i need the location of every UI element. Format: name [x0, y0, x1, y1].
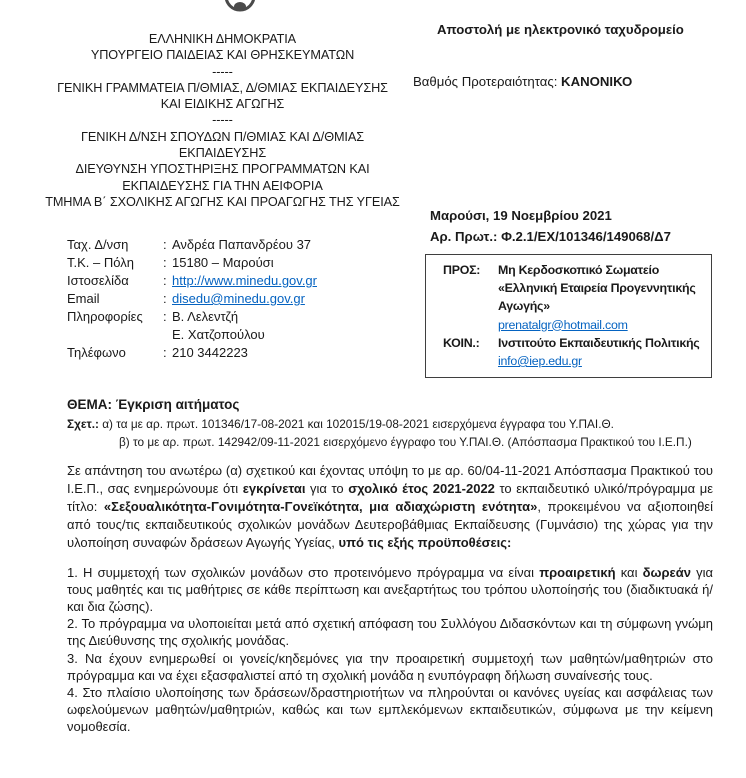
text-line: ----- [212, 113, 233, 128]
text-segment: και [615, 564, 643, 580]
reference-a-text: α) τα με αρ. πρωτ. 101346/17-08-2021 και 102015/19-08-2021 εισερχόμενα έγγραφα του Υ.ΠΑΙ.Θ. [98, 417, 614, 431]
references-block [67, 415, 713, 452]
text-line: Μη Κερδοσκοπικό Σωματείο [498, 263, 660, 277]
condition-item [67, 564, 713, 616]
text-segment: Το πρόγραμμα να υλοποιείται μετά από σχετική απόφαση του Συλλόγου Διδασκόντων και τη σύμφωνη γνώμη της Διεύθυνσης της σχολικής μονάδας. [67, 616, 713, 649]
bold-text-segment: «Σεξουαλικότητα-Γονιμότητα-Γονεϊκότητα, μια αδιαχώριστη ενότητα» [103, 499, 538, 514]
contact-value: Ε. Χατζοπούλου [172, 327, 265, 342]
text-segment: το εκπαιδευτικό υλικό/πρόγραμμα με τίτλο: [67, 480, 713, 514]
reference-a [67, 415, 713, 433]
koin-email-link[interactable]: info@iep.edu.gr [498, 354, 582, 369]
approval-paragraph [67, 462, 713, 553]
contact-row-email [67, 290, 317, 308]
contact-details-block [67, 236, 317, 362]
contact-value: 210 3442223 [172, 345, 248, 360]
contact-value: Β. Λελεντζή [172, 309, 239, 324]
contact-separator: : [163, 237, 167, 252]
condition-number: 4. [67, 685, 83, 701]
text-line: ΔΙΕΥΘΥΝΣΗ ΥΠΟΣΤΗΡΙΞΗΣ ΠΡΟΓΡΑΜΜΑΤΩΝ ΚΑΙ [75, 162, 370, 177]
bold-text-segment: σχολικό έτος 2021-2022 [348, 480, 495, 496]
contact-row-information-2 [67, 326, 317, 344]
pros-email-link[interactable]: prenatalgr@hotmail.com [498, 317, 628, 332]
contact-separator: : [163, 345, 167, 360]
text-line: ΕΛΛΗΝΙΚΗ ΔΗΜΟΚΡΑΤΙΑ [148, 32, 297, 46]
contact-label: Τ.Κ. – Πόλη [67, 255, 134, 270]
koin-recipient: Ινστιτούτο Εκπαιδευτικής Πολιτικής [498, 335, 700, 350]
contact-label: Ταχ. Δ/νση [67, 237, 129, 252]
dispatch-method-note: Αποστολή με ηλεκτρονικό ταχυδρομείο [437, 22, 684, 37]
text-line: ΚΑΙ ΕΙΔΙΚΗΣ ΑΓΩΓΗΣ [160, 97, 285, 112]
priority-value: ΚΑΝΟΝΙΚΟ [561, 74, 633, 89]
pros-entry [443, 261, 705, 334]
website-link[interactable]: http://www.minedu.gov.gr [172, 273, 317, 288]
conditions-list [67, 564, 713, 736]
contact-label: Ιστοσελίδα [67, 273, 129, 288]
text-line: ΤΜΗΜΑ Β΄ ΣΧΟΛΙΚΗΣ ΑΓΩΓΗΣ ΚΑΙ ΠΡΟΑΓΩΓΗΣ ΤΗΣ ΥΓΕΙΑΣ [45, 194, 400, 209]
text-line: Αγωγής» [498, 299, 550, 314]
protocol-number: Αρ. Πρωτ.: Φ.2.1/ΕΧ/101346/149068/Δ7 [430, 229, 671, 244]
text-segment: Να έχουν ενημερωθεί οι γονείς/κηδεμόνες για την προαιρετική συμμετοχή των μαθητών/μαθητριών στο πρόγραμμα και να έχει εξασφαλιστεί από τη σχολική μονάδα η ενυπόγραφη δήλωση συναίνεσής τους. [67, 650, 713, 683]
text-line: «Ελληνική Εταιρεία Προγεννητικής [498, 281, 696, 296]
recipients-box [425, 254, 712, 378]
references-label: Σχετ.: [67, 417, 99, 431]
contact-separator: : [163, 291, 167, 306]
text-line: ΥΠΟΥΡΓΕΙΟ ΠΑΙΔΕΙΑΣ ΚΑΙ ΘΡΗΣΚΕΥΜΑΤΩΝ [90, 48, 355, 63]
priority-label: Βαθμός Προτεραιότητας: [413, 74, 562, 89]
condition-number: 1. [67, 564, 84, 580]
condition-number: 2. [67, 616, 82, 632]
koin-entry [443, 334, 705, 370]
text-segment: για τους μαθητές και τις μαθήτριες σε κάθε περίπτωση και ανεξαρτήτως του τρόπου υλοποίησής του (διαδικτυακά ή/και δια ζώσης). [67, 564, 714, 615]
bold-text-segment: προαιρετική [539, 564, 616, 580]
koin-label: ΚΟΙΝ.: [443, 335, 480, 350]
bold-text-segment: εγκρίνεται [242, 480, 306, 496]
contact-label: Τηλέφωνο [67, 345, 126, 360]
contact-separator: : [163, 273, 167, 288]
text-line: ----- [212, 64, 233, 79]
date-protocol-block [430, 205, 671, 247]
condition-number: 3. [67, 650, 85, 666]
subject-line [67, 395, 713, 414]
subject-label: ΘΕΜΑ: [67, 397, 116, 412]
priority-line [413, 74, 632, 89]
text-line: ΓΕΝΙΚΗ Δ/ΝΣΗ ΣΠΟΥΔΩΝ Π/ΘΜΙΑΣ ΚΑΙ Δ/ΘΜΙΑΣ [81, 129, 364, 144]
text-line: ΕΚΠΑΙΔΕΥΣΗΣ [178, 146, 267, 161]
condition-item [67, 684, 713, 736]
bold-text-segment: υπό τις εξής προϋποθέσεις: [338, 535, 512, 551]
text-segment: Η συμμετοχή των σχολικών μονάδων στο προτεινόμενο πρόγραμμα να είναι [83, 564, 540, 580]
contact-value: Ανδρέα Παπανδρέου 37 [172, 237, 312, 252]
issuing-authority-block [25, 31, 420, 210]
text-line: ΕΚΠΑΙΔΕΥΣΗΣ ΓΙΑ ΤΗΝ ΑΕΙΦΟΡΙΑ [122, 178, 323, 193]
text-segment: για το [305, 480, 349, 496]
subject-text: Έγκριση αιτήματος [115, 397, 240, 412]
contact-row-postcode-city [67, 254, 317, 272]
contact-row-phone [67, 344, 317, 362]
condition-item [67, 650, 713, 684]
condition-item [67, 615, 713, 649]
contact-row-website [67, 272, 317, 290]
contact-separator: : [163, 309, 167, 324]
contact-value: 15180 – Μαρούσι [172, 255, 274, 270]
text-segment: Σε απάντηση του ανωτέρω (α) σχετικού και έχοντας υπόψη το με αρ. 60/04-11-2021 Απόσπασμα Πρακτικού του Ι.Ε.Π., σας ενημερώνουμε ότι [67, 462, 713, 496]
email-link[interactable]: disedu@minedu.gov.gr [172, 291, 305, 306]
contact-separator: : [163, 255, 167, 270]
pros-lines [498, 261, 705, 316]
greek-national-emblem-icon [222, 0, 258, 13]
text-line: ΓΕΝΙΚΗ ΓΡΑΜΜΑΤΕΙΑ Π/ΘΜΙΑΣ, Δ/ΘΜΙΑΣ ΕΚΠΑΙΔΕΥΣΗΣ [57, 80, 388, 95]
bold-text-segment: δωρεάν [642, 564, 691, 580]
contact-label: Πληροφορίες [67, 309, 143, 324]
pros-label: ΠΡΟΣ: [443, 263, 481, 277]
contact-row-information [67, 308, 317, 326]
contact-label: Email [67, 291, 100, 306]
text-segment: Στο πλαίσιο υλοποίησης των δράσεων/δραστηριοτήτων να πληρούνται οι κανόνες υγείας και ασφάλειας των ωφελούμενων μαθητών/μαθητριών, καθώς και των εμπλεκόμενων εκπαιδευτικών, σύμφωνα με την κείμενη νομοθεσία. [67, 685, 713, 735]
letter-body [67, 395, 713, 736]
text-segment: , προκειμένου να αξιοποιηθεί από τους/τις εκπαιδευτικούς σχολικών μονάδων Δευτεροβάθμιας Εκπαίδευσης (Γυμνάσιο) της χώρας για την υλοποίηση συναφών δράσεων Αγωγής Υγείας, [67, 499, 713, 551]
place-date: Μαρούσι, 19 Νοεμβρίου 2021 [430, 208, 612, 223]
contact-row-address [67, 236, 317, 254]
reference-b: β) το με αρ. πρωτ. 142942/09-11-2021 εισερχόμενο έγγραφο του Υ.ΠΑΙ.Θ. (Απόσπασμα Πρακτικού του Ι.Ε.Π.) [119, 435, 692, 450]
